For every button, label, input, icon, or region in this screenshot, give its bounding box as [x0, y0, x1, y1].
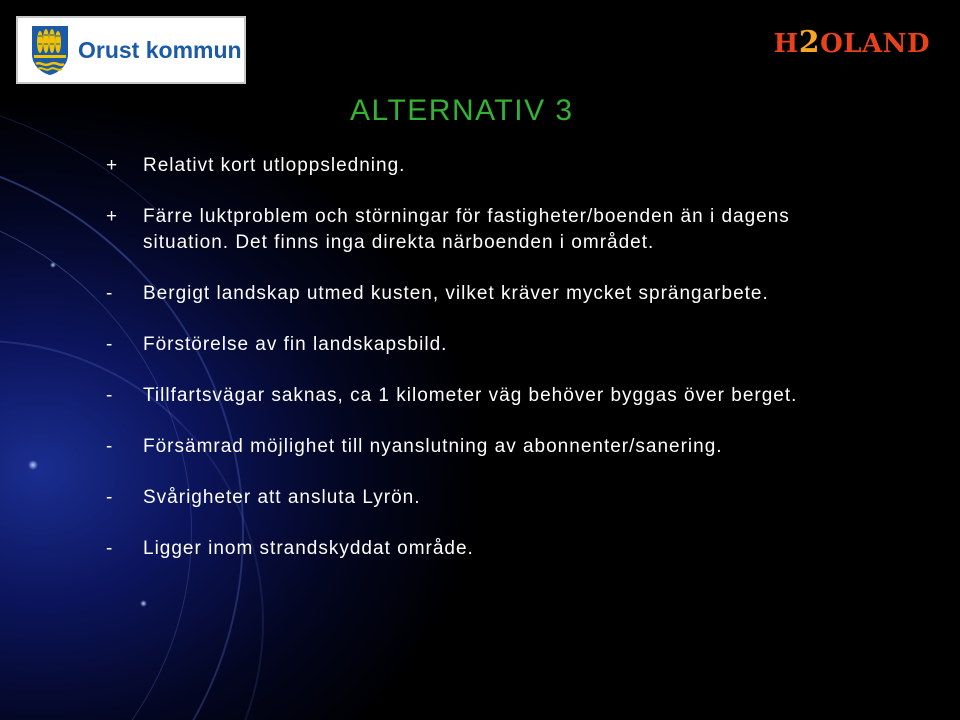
bullet-marker: -: [106, 487, 114, 508]
bullet-item: [106, 204, 826, 256]
background-glow: [50, 262, 56, 268]
bullet-text: Relativt kort utloppsledning.: [143, 155, 406, 176]
bullet-text: Bergigt landskap utmed kusten, vilket kräver mycket sprängarbete.: [143, 283, 769, 304]
bullet-item: [106, 383, 826, 409]
bullet-text: Försämrad möjlighet till nyanslutning av abonnenter/sanering.: [143, 436, 723, 457]
bullet-item: [106, 536, 826, 562]
bullet-text: Tillfartsvägar saknas, ca 1 kilometer väg behöver byggas över berget.: [143, 385, 798, 406]
logo-text: Orust kommun: [78, 36, 242, 63]
bullet-marker: -: [106, 334, 114, 355]
bullet-marker: -: [106, 385, 114, 406]
bullet-text: Ligger inom strandskyddat område.: [143, 538, 474, 559]
bullet-item: [106, 434, 826, 460]
h2oland-brand: [773, 25, 930, 60]
slide-title: ALTERNATIV 3: [350, 94, 574, 127]
bullet-marker: +: [106, 155, 119, 176]
coat-of-arms-icon: [30, 24, 70, 76]
bullet-item: [106, 332, 826, 358]
bullet-item: [106, 153, 826, 179]
background-glow: [28, 460, 38, 470]
bullet-item: [106, 281, 826, 307]
brand-two: 2: [798, 25, 821, 60]
bullet-marker: +: [106, 206, 119, 227]
bullet-text: Svårigheter att ansluta Lyrön.: [143, 487, 421, 508]
brand-oland: OLAND: [820, 29, 930, 59]
bullet-item: [106, 485, 826, 511]
bullet-marker: -: [106, 283, 114, 304]
bullet-list: [106, 153, 826, 562]
bullet-text: Förstörelse av fin landskapsbild.: [143, 334, 448, 355]
orust-kommun-logo: [16, 16, 246, 84]
background-glow: [140, 600, 147, 607]
bullet-text: Färre luktproblem och störningar för fastigheter/boenden än i dagens situation. Det finns inga direkta närboenden i området.: [143, 206, 790, 253]
bullet-marker: -: [106, 436, 114, 457]
brand-h: H: [773, 29, 799, 59]
bullet-marker: -: [106, 538, 114, 559]
